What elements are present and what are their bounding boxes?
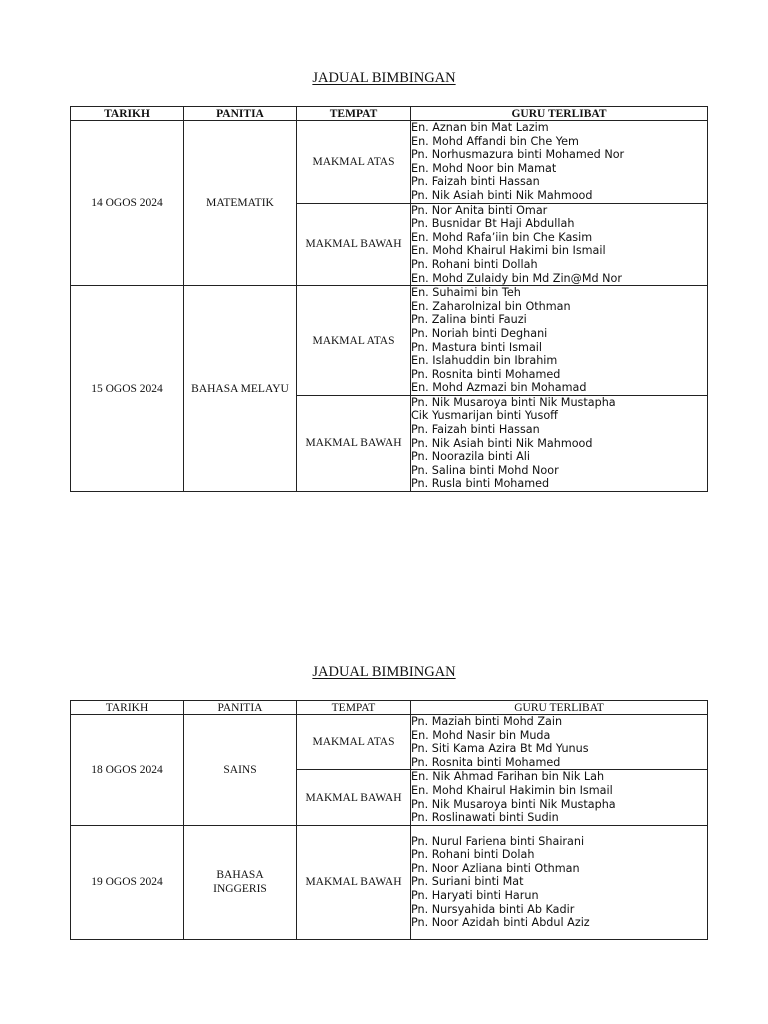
- guru-name: En. Nik Ahmad Farihan bin Nik Lah: [411, 770, 605, 784]
- guru-name: Pn. Rosnita binti Mohamed: [411, 755, 561, 769]
- guru-name: Pn. Faizah binti Hassan: [411, 423, 540, 437]
- header-panitia: PANITIA: [184, 107, 297, 121]
- guru-name: Pn. Rohani binti Dollah: [411, 257, 538, 271]
- guru-name: En. Mohd Affandi bin Che Yem: [411, 134, 579, 148]
- guru-name: Pn. Norhusmazura binti Mohamed Nor: [411, 148, 625, 162]
- panitia-cell: SAINS: [184, 715, 297, 826]
- tarikh-cell: 19 OGOS 2024: [71, 825, 184, 939]
- guru-name: En. Mohd Khairul Hakimin bin Ismail: [411, 783, 613, 797]
- header-tempat: TEMPAT: [297, 701, 411, 715]
- guru-list: [411, 715, 708, 770]
- header-tempat: TEMPAT: [297, 107, 411, 121]
- guru-name: Pn. Siti Kama Azira Bt Md Yunus: [411, 742, 589, 756]
- table-row: [71, 286, 708, 396]
- guru-name: En. Mohd Azmazi bin Mohamad: [411, 381, 587, 395]
- guru-name: Pn. Roslinawati binti Sudin: [411, 811, 559, 825]
- schedule-table-1: [70, 106, 708, 492]
- header-guru-terlibat: GURU TERLIBAT: [411, 701, 708, 715]
- guru-list: [411, 121, 708, 204]
- guru-name: En. Aznan bin Mat Lazim: [411, 121, 549, 134]
- guru-name: En. Mohd Khairul Hakimi bin Ismail: [411, 244, 606, 258]
- tempat-cell: MAKMAL ATAS: [297, 715, 411, 770]
- guru-name: En. Mohd Zulaidy bin Md Zin@Md Nor: [411, 271, 622, 285]
- guru-name: Pn. Mastura binti Ismail: [411, 340, 543, 354]
- guru-name: En. Mohd Noor bin Mamat: [411, 161, 557, 175]
- table-row: [71, 715, 708, 770]
- guru-name: Pn. Nik Musaroya binti Nik Mustapha: [411, 797, 616, 811]
- guru-name: En. Islahuddin bin Ibrahim: [411, 354, 558, 368]
- table-row: [71, 121, 708, 204]
- header-row: [71, 107, 708, 121]
- tarikh-cell: 14 OGOS 2024: [71, 121, 184, 286]
- guru-list: [411, 395, 708, 491]
- guru-name: Pn. Rusla binti Mohamed: [411, 477, 550, 491]
- table-2-title: JADUAL BIMBINGAN: [312, 664, 456, 680]
- guru-name: En. Mohd Nasir bin Muda: [411, 728, 551, 742]
- guru-name: Pn. Rosnita binti Mohamed: [411, 367, 561, 381]
- tempat-cell: MAKMAL BAWAH: [297, 203, 411, 286]
- header-row: [71, 701, 708, 715]
- guru-name: Pn. Nik Asiah binti Nik Mahmood: [411, 188, 593, 202]
- guru-name: Pn. Salina binti Mohd Noor: [411, 463, 559, 477]
- guru-name: Pn. Noriah binti Deghani: [411, 326, 548, 340]
- panitia-cell: [184, 825, 297, 939]
- header-tarikh: TARIKH: [71, 701, 184, 715]
- panitia-line: BAHASA: [216, 869, 264, 882]
- guru-name: Pn. Noor Azidah binti Abdul Aziz: [411, 916, 590, 930]
- panitia-cell: BAHASA MELAYU: [184, 286, 297, 492]
- guru-name: Cik Yusmarijan binti Yusoff: [411, 409, 558, 423]
- guru-name: Pn. Suriani binti Mat: [411, 875, 524, 889]
- header-tarikh: TARIKH: [71, 107, 184, 121]
- guru-name: Pn. Zalina binti Fauzi: [411, 313, 527, 327]
- header-guru-terlibat: GURU TERLIBAT: [411, 107, 708, 121]
- guru-name: Pn. Maziah binti Mohd Zain: [411, 715, 563, 728]
- guru-name: Pn. Nik Asiah binti Nik Mahmood: [411, 436, 593, 450]
- guru-name: Pn. Noorazila binti Ali: [411, 450, 530, 464]
- tempat-cell: MAKMAL BAWAH: [297, 395, 411, 491]
- guru-name: Pn. Nik Musaroya binti Nik Mustapha: [411, 395, 616, 409]
- guru-name: Pn. Haryati binti Harun: [411, 889, 539, 903]
- schedule-table-2: [70, 700, 708, 940]
- table-row: [71, 825, 708, 939]
- guru-name: Pn. Nursyahida binti Ab Kadir: [411, 902, 575, 916]
- guru-name: En. Mohd Rafa’iin bin Che Kasim: [411, 230, 593, 244]
- guru-name: Pn. Noor Azliana binti Othman: [411, 861, 580, 875]
- header-panitia: PANITIA: [184, 701, 297, 715]
- guru-list: [411, 203, 708, 286]
- tarikh-cell: 18 OGOS 2024: [71, 715, 184, 826]
- guru-list: [411, 770, 708, 825]
- guru-list: [411, 286, 708, 396]
- guru-name: Pn. Rohani binti Dolah: [411, 848, 535, 862]
- tarikh-cell: 15 OGOS 2024: [71, 286, 184, 492]
- guru-name: En. Suhaimi bin Teh: [411, 286, 521, 300]
- guru-name: Pn. Faizah binti Hassan: [411, 175, 540, 189]
- panitia-line: INGGERIS: [213, 883, 267, 896]
- guru-name: En. Zaharolnizal bin Othman: [411, 299, 571, 313]
- tempat-cell: MAKMAL ATAS: [297, 286, 411, 396]
- tempat-cell: MAKMAL BAWAH: [297, 825, 411, 939]
- tempat-cell: MAKMAL ATAS: [297, 121, 411, 204]
- guru-name: Pn. Nurul Fariena binti Shairani: [411, 834, 585, 848]
- panitia-cell: MATEMATIK: [184, 121, 297, 286]
- guru-name: Pn. Nor Anita binti Omar: [411, 203, 548, 217]
- guru-name: Pn. Busnidar Bt Haji Abdullah: [411, 217, 575, 231]
- table-1-title: JADUAL BIMBINGAN: [312, 70, 456, 86]
- tempat-cell: MAKMAL BAWAH: [297, 770, 411, 825]
- guru-list: [411, 825, 708, 939]
